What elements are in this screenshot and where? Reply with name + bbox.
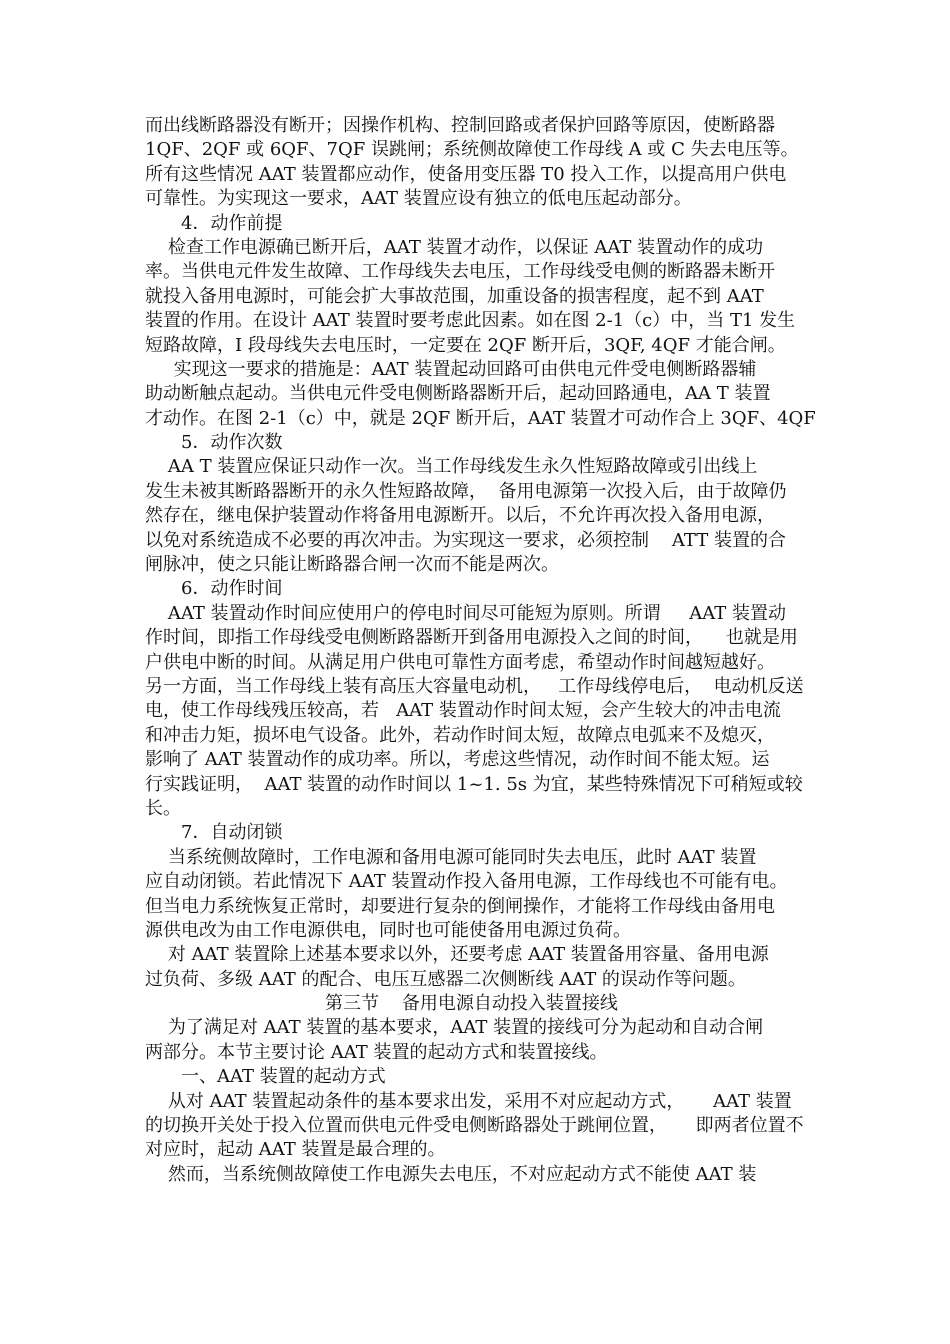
text-line: 另一方面，当工作母线上装有高压大容量电动机， 工作母线停电后， 电动机反送: [145, 675, 804, 697]
paragraph: [145, 1016, 817, 1065]
text-line: 的切换开关处于投入位置而供电元件受电侧断路器处于跳闸位置， 即两者位置不: [145, 1115, 804, 1137]
text-line: 当系统侧故障时，工作电源和备用电源可能同时失去电压，此时 AAT 装置: [145, 846, 757, 868]
section-heading: 5．动作次数: [181, 432, 283, 454]
text-line: 长。: [145, 797, 181, 819]
text-line: 户供电中断的时间。从满足用户供电可靠性方面考虑，希望动作时间越短越好。: [145, 651, 775, 673]
document-body: [145, 114, 817, 1187]
text-line: 就投入备用电源时，可能会扩大事故范围，加重设备的损害程度，起不到 AAT: [145, 285, 764, 307]
text-line: 两部分。本节主要讨论 AAT 装置的起动方式和装置接线。: [145, 1041, 608, 1063]
text-line: 闸脉冲，使之只能让断路器合闸一次而不能是两次。: [145, 554, 559, 576]
text-line: 和冲击力矩，损坏电气设备。此外，若动作时间太短，故障点电弧来不及熄灭，: [145, 724, 775, 746]
text-line: 装置的作用。在设计 AAT 装置时要考虑此因素。如在图 2-1（c）中，当 T1 发生: [145, 310, 796, 332]
text-line: 对 AAT 装置除上述基本要求以外，还要考虑 AAT 装置备用容量、备用电源: [145, 944, 769, 966]
text-line: 从对 AAT 装置起动条件的基本要求出发，采用不对应起动方式， AAT 装置: [145, 1090, 792, 1112]
text-line: 而出线断路器没有断开；因操作机构、控制回路或者保护回路等原因，使断路器: [145, 115, 775, 136]
text-line: 过负荷、多级 AAT 的配合、电压互感器二次侧断线 AAT 的误动作等问题。: [145, 968, 746, 990]
text-line: 短路故障，I 段母线失去电压时，一定要在 2QF 断开后，3QF, 4QF 才能合闸。: [145, 334, 786, 356]
text-line: 然存在，继电保护装置动作将备用电源断开。以后，不允许再次投入备用电源，: [145, 505, 775, 527]
paragraph: [145, 943, 817, 992]
text-line: AA T 装置应保证只动作一次。当工作母线发生永久性短路故障或引出线上: [145, 456, 758, 478]
text-line: 1QF、2QF 或 6QF、7QF 误跳闸；系统侧故障使工作母线 A 或 C 失去电压等。: [145, 139, 799, 161]
text-line: 作时间，即指工作母线受电侧断路器断开到备用电源投入之间的时间， 也就是用: [145, 627, 798, 649]
section-heading: 第三节 备用电源自动投入装置接线: [325, 993, 618, 1015]
text-line: 可靠性。为实现这一要求，AAT 装置应设有独立的低电压起动部分。: [145, 188, 692, 210]
text-line: 对应时，起动 AAT 装置是最合理的。: [145, 1139, 446, 1161]
text-line: 影响了 AAT 装置动作的成功率。所以，考虑这些情况，动作时间不能太短。运: [145, 749, 770, 771]
text-line: 但当电力系统恢复正常时，却要进行复杂的倒闸操作，才能将工作母线由备用电: [145, 895, 775, 917]
paragraph: [145, 1163, 817, 1187]
text-line: 应自动闭锁。若此情况下 AAT 装置动作投入备用电源，工作母线也不可能有电。: [145, 871, 788, 893]
paragraph: [145, 602, 817, 822]
text-line: 以免对系统造成不必要的再次冲击。为实现这一要求，必须控制 ATT 装置的合: [145, 529, 786, 551]
text-line: 行实践证明， AAT 装置的动作时间以 1~1. 5s 为宜，某些特殊情况下可稍短或较: [145, 773, 803, 795]
section-heading: 6．动作时间: [181, 578, 283, 600]
paragraph: [145, 846, 817, 944]
text-line: 助动断触点起动。当供电元件受电侧断路器断开后，起动回路通电，AA T 装置: [145, 383, 771, 405]
text-line: 为了满足对 AAT 装置的基本要求，AAT 装置的接线可分为起动和自动合闸: [145, 1017, 764, 1039]
paragraph: [145, 1090, 817, 1163]
text-line: 源供电改为由工作电源供电，同时也可能使备用电源过负荷。: [145, 919, 631, 941]
section-heading: 7．自动闭锁: [181, 822, 283, 844]
text-line: 才动作。在图 2-1（c）中，就是 2QF 断开后，AAT 装置才可动作合上 3QF、4QF: [145, 407, 816, 429]
text-line: 检查工作电源确已断开后，AAT 装置才动作，以保证 AAT 装置动作的成功: [145, 236, 764, 258]
paragraph: [145, 114, 817, 212]
text-line: 实现这一要求的措施是：AAT 装置起动回路可由供电元件受电侧断路器辅: [145, 358, 757, 380]
text-line: 然而，当系统侧故障使工作电源失去电压，不对应起动方式不能使 AAT 装: [145, 1163, 757, 1185]
text-line: 率。当供电元件发生故障、工作母线失去电压，工作母线受电侧的断路器未断开: [145, 261, 775, 283]
section-heading: 一、AAT 装置的起动方式: [181, 1066, 386, 1088]
section-heading: 4．动作前提: [181, 212, 283, 234]
paragraph: [145, 455, 817, 577]
paragraph: [145, 236, 817, 358]
paragraph: [145, 358, 817, 431]
text-line: AAT 装置动作时间应使用户的停电时间尽可能短为原则。所谓 AAT 装置动: [145, 602, 786, 624]
text-line: 电，使工作母线残压较高，若 AAT 装置动作时间太短，会产生较大的冲击电流: [145, 700, 781, 722]
text-line: 发生未被其断路器断开的永久性短路故障， 备用电源第一次投入后，由于故障仍: [145, 480, 787, 502]
text-line: 所有这些情况 AAT 装置都应动作，使备用变压器 T0 投入工作，以提高用户供电: [145, 163, 787, 185]
